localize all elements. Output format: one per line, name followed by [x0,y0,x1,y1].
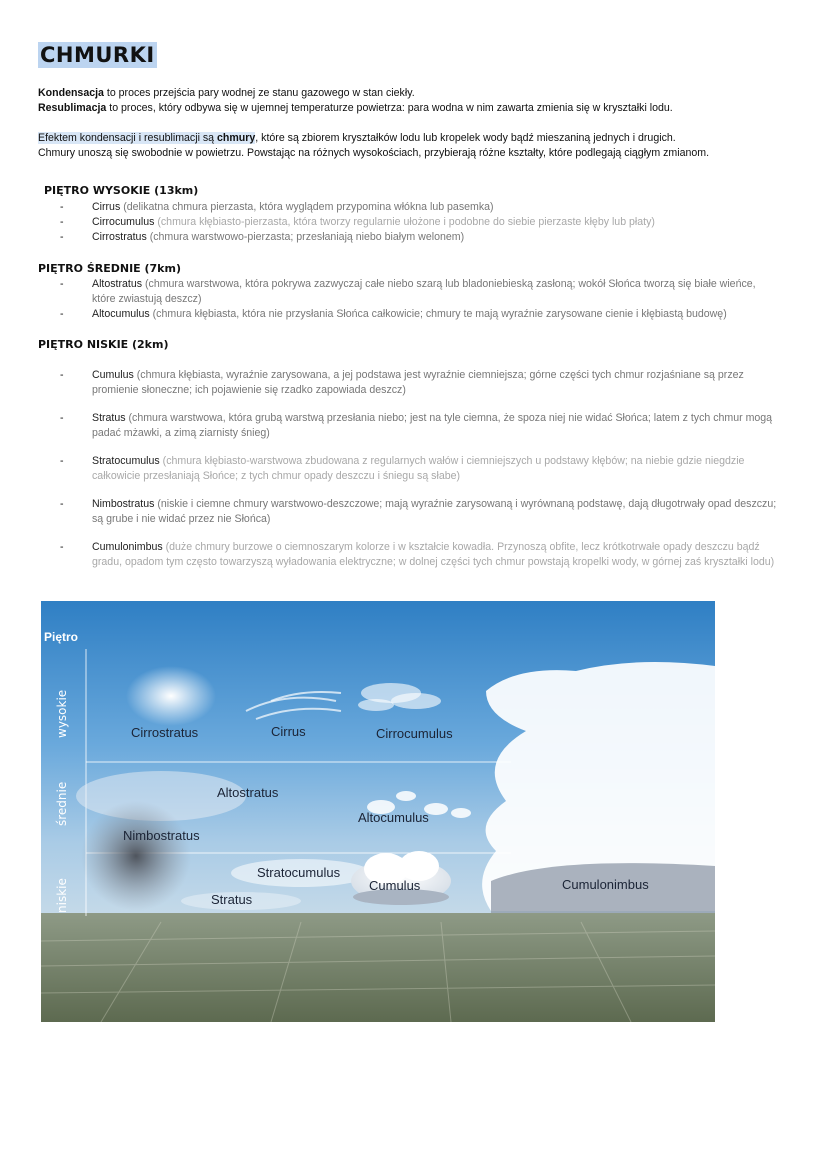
list-niskie [60,368,780,570]
list-srednie [60,277,780,322]
label-altocumulus: Altocumulus [358,810,429,825]
list-item [60,497,780,527]
list-item [60,540,780,570]
definitions-paragraph [38,86,798,116]
section-heading-niskie: PIĘTRO NISKIE (2km) [38,338,169,351]
level-label-high: wysokie [55,689,69,738]
cloud-desc: (chmura warstwowa, która grubą warstwą przesłania niebo; jest na tyle ciemna, że spoza niej nie widać Słońca; latem z tych chmur mogą padać mżawki, a zimą ziarnisty śnieg) [92,412,773,439]
effect-bold: chmury [217,132,256,144]
dash: - [60,231,64,243]
cloud-term: Cumulonimbus [92,541,163,553]
effect-prefix: Efektem kondensacji i resublimacji są [38,132,217,144]
dash: - [60,455,64,467]
label-cumulonimbus: Cumulonimbus [562,877,649,892]
list-item [60,215,780,230]
cloud-desc: (duże chmury burzowe o ciemnoszarym kolorze i w kształcie kowadła. Przynoszą obfite, lecz krótkotrwałe opady deszczu bądź gradu, opadom tym często towarzyszą wyładowania elektryczne; w dolnej części tych chmur powstają kropelki wody, w górnej zaś kryształki lodu) [92,541,775,568]
cloud-desc: (chmura kłębiasto-pierzasta, która tworzy regularnie ułożone i podobne do siebie pierzaste kłęby lub płaty) [154,216,655,228]
effect-highlight [38,132,255,144]
list-wysokie [60,200,780,245]
cloud-desc: (chmura warstwowa, która pokrywa zazwyczaj całe niebo szarą lub bladoniebieską zasłoną; wokół Słońca tworzą się białe wieńce, które zwiastują deszcz) [92,278,756,305]
cumulonimbus-cloud [482,662,715,913]
level-label-mid: średnie [55,781,69,826]
label-cirrocumulus: Cirrocumulus [376,726,453,741]
list-item [60,368,780,398]
label-altostratus: Altostratus [217,785,279,800]
resublimacja-text: to proces, który odbywa się w ujemnej temperaturze powietrza: para wodna w nim zawarta zmienia się w kryształki lodu. [106,102,673,114]
section-heading-wysokie: PIĘTRO WYSOKIE (13km) [44,184,199,197]
cloud-term: Cirrostratus [92,231,147,243]
effect-suffix: , które są zbiorem kryształków lodu lub kropelek wody bądź mieszaniną jednych i drugich. [255,132,676,144]
cloud-term: Nimbostratus [92,498,155,510]
cloud-term: Altocumulus [92,308,150,320]
dash: - [60,216,64,228]
cloud-diagram-svg [41,601,715,1022]
label-stratus: Stratus [211,892,253,907]
dash: - [60,541,64,553]
kondensacja-text: to proces przejścia pary wodnej ze stanu gazowego w stan ciekły. [103,87,415,99]
list-item [60,277,780,307]
dash: - [60,498,64,510]
cloud-desc: (chmura kłębiasto-warstwowa zbudowana z regularnych wałów i ciemniejszych u podstawy kłębów; na niebie gdzie niegdzie całkowicie przesłaniają Słońce; z tych chmur opady deszczu i śniegu są słabe) [92,455,745,482]
cloud-term: Cirrocumulus [92,216,155,228]
cloud-desc: (chmura kłębiasta, która nie przysłania Słońca całkowicie; chmury te mają wyraźnie zarysowane cienie i kłębiastą budowę) [149,308,727,320]
resublimacja-term: Resublimacja [38,102,107,114]
page-title: CHMURKI [40,43,155,67]
nimbostratus-cloud [81,801,191,911]
label-cumulus: Cumulus [369,878,421,893]
dash: - [60,369,64,381]
clouds-paragraph [38,131,798,161]
section-heading-srednie: PIĘTRO ŚREDNIE (7km) [38,262,181,275]
label-cirrostratus: Cirrostratus [131,725,199,740]
label-nimbostratus: Nimbostratus [123,828,200,843]
label-stratocumulus: Stratocumulus [257,865,341,880]
level-label-low: niskie [55,878,69,913]
axis-title: Piętro [44,630,79,644]
dash: - [60,201,64,213]
chmury-line: Chmury unoszą się swobodnie w powietrzu. Powstając na różnych wysokościach, przybierają różne kształty, które podlegają ciągłym zmianom. [38,147,710,159]
cloud-term: Stratus [92,412,126,424]
ground-background [41,913,715,1022]
cloud-levels-diagram [41,601,715,1022]
dash: - [60,308,64,320]
cloud-desc: (delikatna chmura pierzasta, która wyglądem przypomina włókna lub pasemka) [120,201,494,213]
kondensacja-term: Kondensacja [38,87,104,99]
list-item [60,307,780,322]
cloud-term: Cumulus [92,369,134,381]
cloud-desc: (chmura kłębiasta, wyraźnie zarysowana, a jej podstawa jest wyraźnie ciemniejsza; górne części tych chmur rozjaśniane są przez promienie słoneczne; ich pojawienie się rzadko zapowiada deszcz) [92,369,744,396]
dash: - [60,412,64,424]
cloud-desc: (niskie i ciemne chmury warstwowo-deszczowe; mają wyraźnie zarysowaną i wyrównaną podstawę, dają długotrwały opad deszczu; są grube i nie widać przez nie Słońca) [92,498,777,525]
list-item [60,230,780,245]
label-cirrus: Cirrus [271,724,306,739]
cloud-term: Cirrus [92,201,121,213]
cloud-term: Stratocumulus [92,455,160,467]
cirrostratus-cloud [126,666,216,726]
cloud-term: Altostratus [92,278,143,290]
list-item [60,200,780,215]
list-item [60,411,780,441]
list-item [60,454,780,484]
cloud-desc: (chmura warstwowo-pierzasta; przesłaniają niebo białym welonem) [146,231,465,243]
dash: - [60,278,64,290]
